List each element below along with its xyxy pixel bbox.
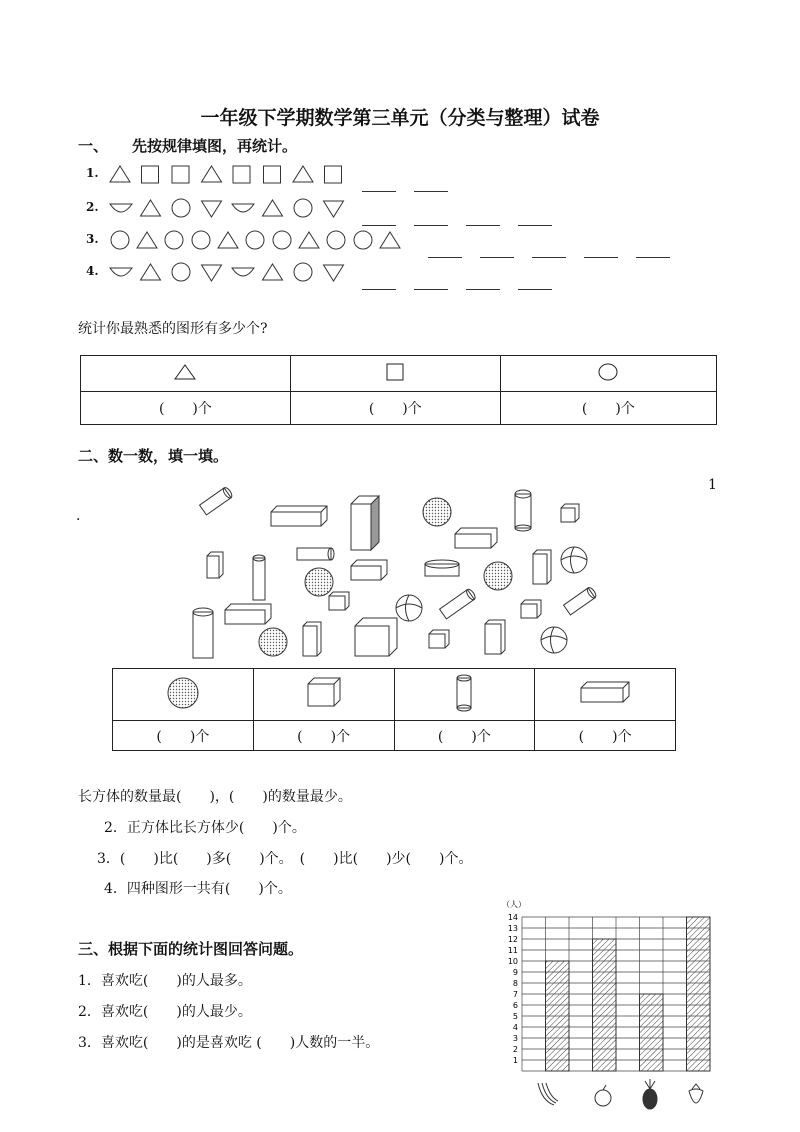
- ball-shape: [541, 627, 567, 653]
- banana-icon: [538, 1083, 558, 1105]
- half-circle-icon: [110, 204, 132, 212]
- down-triangle-icon: [202, 201, 222, 217]
- cube-shape: [303, 622, 321, 656]
- chart-y-tick-label: 14: [507, 913, 518, 922]
- section2-question-2: 2．正方体比长方体少( )个。: [104, 820, 306, 836]
- answer-blank[interactable]: [636, 256, 670, 258]
- cuboid-shape: [455, 528, 497, 548]
- triangle-icon: [174, 363, 196, 381]
- cube-count-cell[interactable]: ( )个: [253, 721, 394, 751]
- chart-y-tick-label: 8: [512, 979, 518, 988]
- answer-blank[interactable]: [480, 256, 514, 258]
- answer-blank[interactable]: [532, 256, 566, 258]
- pattern-row-label: 3.: [86, 232, 99, 246]
- stray-dot: .: [76, 508, 81, 524]
- chart-y-tick-label: 2: [512, 1045, 518, 1054]
- circle-icon: [294, 263, 312, 281]
- cylinder-shape: [193, 608, 213, 658]
- pattern-row-label: 4.: [86, 264, 99, 278]
- chart-y-tick-label: 11: [507, 946, 518, 955]
- chart-bar-strawberry: [687, 917, 711, 1071]
- solids-illustration: [185, 482, 615, 662]
- cylinder-shape: [440, 588, 477, 619]
- sphere-icon: [166, 676, 200, 710]
- answer-blank[interactable]: [362, 288, 396, 290]
- chart-y-tick-label: 7: [512, 990, 518, 999]
- cube-icon: [304, 676, 344, 710]
- cylinder-shape: [564, 586, 598, 615]
- triangle-icon: [263, 264, 283, 280]
- answer-blank[interactable]: [362, 224, 396, 226]
- cube-shape: [207, 552, 223, 578]
- cylinder-icon: [454, 674, 474, 712]
- chart-y-tick-label: 3: [512, 1034, 518, 1043]
- section3-heading: 三、根据下面的统计图回答问题。: [78, 940, 304, 958]
- sphere-header: [113, 669, 254, 721]
- answer-blank[interactable]: [466, 224, 500, 226]
- chart-bar-apple: [593, 939, 617, 1071]
- triangle-icon: [299, 232, 319, 248]
- chart-y-tick-label: 5: [512, 1012, 518, 1021]
- circle-icon: [354, 231, 372, 249]
- square-icon: [325, 166, 342, 183]
- section1-heading: 先按规律填图，再统计。: [132, 137, 298, 155]
- cube-shape: [561, 504, 579, 522]
- circle-icon: [192, 231, 210, 249]
- circle-icon: [294, 199, 312, 217]
- sphere-shape: [259, 628, 287, 656]
- cylinder-shape: [425, 560, 459, 576]
- pattern-row-shapes: [108, 228, 418, 254]
- sphere-count-cell[interactable]: ( )个: [113, 721, 254, 751]
- cylinder-shape: [297, 548, 334, 560]
- cuboid-header: [535, 669, 676, 721]
- sphere-shape: [305, 568, 333, 596]
- square-icon: [142, 166, 159, 183]
- cuboid-shape: [533, 550, 551, 584]
- ball-shape: [561, 547, 587, 573]
- cuboid-shape: [271, 506, 327, 526]
- chart-y-tick-label: 10: [507, 957, 518, 966]
- cuboid-icon: [577, 680, 633, 706]
- circle-header: [500, 356, 716, 392]
- chart-y-tick-label: 6: [512, 1001, 518, 1010]
- answer-blank[interactable]: [584, 256, 618, 258]
- chart-bar-banana: [546, 961, 570, 1071]
- chart-y-tick-label: 12: [507, 935, 518, 944]
- circle-icon: [246, 231, 264, 249]
- triangle-icon: [141, 264, 161, 280]
- circle-icon: [172, 263, 190, 281]
- circle-icon: [597, 363, 619, 381]
- circle-icon: [172, 199, 190, 217]
- sphere-shape: [423, 498, 451, 526]
- section3-question-3: 3．喜欢吃( )的是喜欢吃 ( )人数的一半。: [78, 1035, 380, 1051]
- circle-icon: [327, 231, 345, 249]
- cylinder-shape: [485, 620, 505, 654]
- cuboid-shape: [225, 604, 271, 624]
- cylinder-shape: [200, 486, 234, 515]
- cube-header: [253, 669, 394, 721]
- cube-shape: [355, 618, 397, 656]
- triangle-icon: [141, 200, 161, 216]
- half-circle-icon: [232, 268, 254, 276]
- section3-question-2: 2．喜欢吃( )的人最少。: [78, 1004, 252, 1020]
- answer-blank[interactable]: [362, 190, 396, 192]
- cube-shape: [521, 600, 541, 618]
- cylinder-count-cell[interactable]: ( )个: [394, 721, 535, 751]
- chart-y-axis-label: （人）: [502, 900, 526, 909]
- triangle-icon: [202, 166, 222, 182]
- cylinder-shape: [515, 490, 531, 531]
- triangle-icon: [263, 200, 283, 216]
- half-circle-icon: [232, 204, 254, 212]
- section2-question-1: 长方体的数量最( )，( )的数量最少。: [78, 789, 352, 805]
- cylinder-shape: [253, 555, 265, 600]
- sphere-shape: [484, 562, 512, 590]
- answer-blank[interactable]: [466, 288, 500, 290]
- cube-shape: [429, 630, 449, 648]
- apple-icon: [595, 1085, 611, 1106]
- shape-count-table: [80, 355, 717, 425]
- page-number: 1: [708, 477, 717, 493]
- chart-y-tick-label: 4: [512, 1023, 518, 1032]
- cuboid-shape: [351, 560, 387, 580]
- answer-blank[interactable]: [414, 224, 448, 226]
- triangle-icon: [380, 232, 400, 248]
- triangle-icon: [218, 232, 238, 248]
- answer-blank[interactable]: [428, 256, 462, 258]
- cuboid-count-cell[interactable]: ( )个: [535, 721, 676, 751]
- ball-shape: [396, 595, 422, 621]
- triangle-count-cell[interactable]: ( )个: [81, 392, 291, 425]
- pattern-answer-blanks: [428, 246, 688, 265]
- answer-blank[interactable]: [518, 224, 552, 226]
- pattern-row-label: 1.: [86, 166, 99, 180]
- circle-icon: [273, 231, 291, 249]
- pineapple-icon: [643, 1079, 657, 1109]
- cube-shape: [329, 592, 349, 610]
- section2-question-4: 4．四种图形一共有( )个。: [104, 881, 292, 897]
- cuboid-shape: [351, 496, 379, 550]
- fruit-bar-chart: [500, 895, 720, 1130]
- circle-icon: [165, 231, 183, 249]
- half-circle-icon: [110, 268, 132, 276]
- answer-blank[interactable]: [518, 288, 552, 290]
- chart-y-tick-label: 13: [507, 924, 518, 933]
- down-triangle-icon: [324, 201, 344, 217]
- chart-bar-pineapple: [640, 994, 664, 1071]
- section3-question-1: 1．喜欢吃( )的人最多。: [78, 973, 252, 989]
- down-triangle-icon: [202, 265, 222, 281]
- section2-question-3: 3．( )比( )多( )个。 ( )比( )少( )个。: [97, 851, 473, 867]
- shape-count-question: 统计你最熟悉的图形有多少个?: [78, 321, 268, 337]
- page-title: 一年级下学期数学第三单元（分类与整理）试卷: [200, 107, 600, 129]
- chart-y-tick-label: 9: [512, 968, 518, 977]
- chart-y-tick-label: 1: [512, 1056, 518, 1065]
- section2-heading: 二、数一数，填一填。: [78, 447, 229, 465]
- section1-number: 一、: [78, 137, 109, 155]
- square-count-cell[interactable]: ( )个: [290, 392, 500, 425]
- square-icon: [172, 166, 189, 183]
- triangle-icon: [110, 166, 130, 182]
- square-header: [290, 356, 500, 392]
- strawberry-icon: [689, 1084, 703, 1103]
- triangle-icon: [293, 166, 313, 182]
- triangle-header: [81, 356, 291, 392]
- answer-blank[interactable]: [414, 190, 448, 192]
- square-icon: [264, 166, 281, 183]
- pattern-answer-blanks: [362, 278, 570, 297]
- cylinder-header: [394, 669, 535, 721]
- solid-count-table: [112, 668, 676, 751]
- down-triangle-icon: [324, 265, 344, 281]
- pattern-row-label: 2.: [86, 200, 99, 214]
- triangle-icon: [137, 232, 157, 248]
- circle-count-cell[interactable]: ( )个: [500, 392, 716, 425]
- circle-icon: [111, 231, 129, 249]
- answer-blank[interactable]: [414, 288, 448, 290]
- square-icon: [386, 363, 404, 381]
- square-icon: [233, 166, 250, 183]
